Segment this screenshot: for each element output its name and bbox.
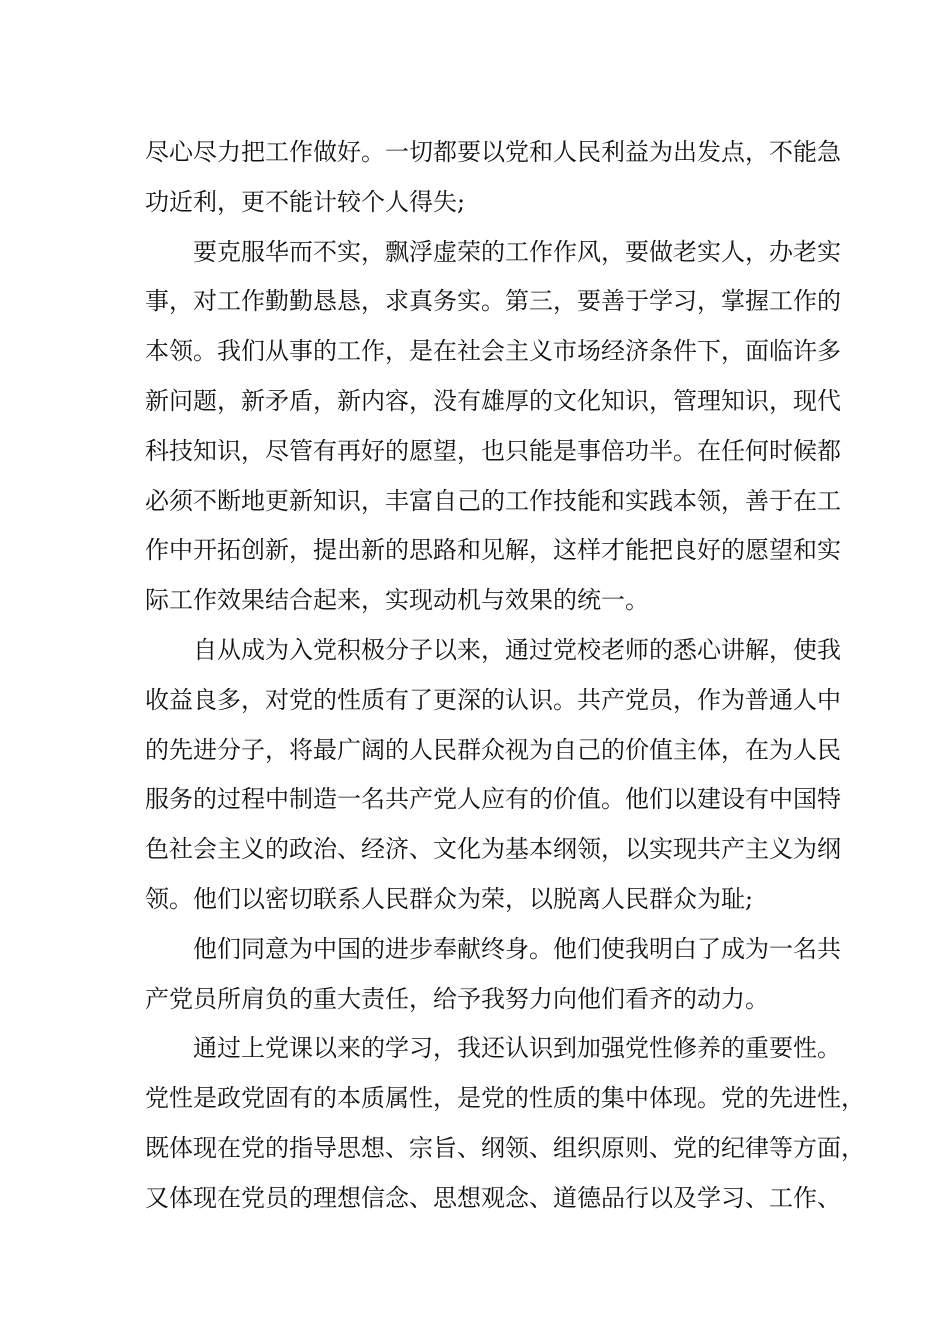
text-line: 作中开拓创新，提出新的思路和见解，这样才能把良好的愿望和实 [145,536,841,565]
text-line: 本领。我们从事的工作，是在社会主义市场经济条件下，面临许多 [145,337,841,366]
text-line: 必须不断地更新知识，丰富自己的工作技能和实践本领，善于在工 [145,486,841,515]
text-line: 又体现在党员的理想信念、思想观念、道德品行以及学习、工作、 [145,1183,841,1212]
text-line: 事，对工作勤勤恳恳，求真务实。第三，要善于学习，掌握工作的 [145,287,841,316]
text-line: 功近利，更不能计较个人得失; [145,187,466,216]
paragraph-first-line: 要克服华而不实，飘浮虚荣的工作作风，要做老实人，办老实 [193,237,841,266]
text-line: 收益良多，对党的性质有了更深的认识。共产党员，作为普通人中 [145,685,841,714]
text-line: 际工作效果结合起来，实现动机与效果的统一。 [145,586,649,615]
paragraph-first-line: 通过上党课以来的学习，我还认识到加强党性修养的重要性。 [193,1034,841,1063]
text-line: 领。他们以密切联系人民群众为荣，以脱离人民群众为耻; [145,884,754,913]
text-line: 既体现在党的指导思想、宗旨、纲领、组织原则、党的纪律等方面， [145,1133,865,1162]
paragraph-first-line: 自从成为入党积极分子以来，通过党校老师的悉心讲解，使我 [193,635,841,664]
text-line: 尽心尽力把工作做好。一切都要以党和人民利益为出发点，不能急 [145,138,841,166]
text-line: 党性是政党固有的本质属性，是党的性质的集中体现。党的先进性， [145,1084,865,1113]
text-line: 色社会主义的政治、经济、文化为基本纲领，以实现共产主义为纲 [145,835,841,864]
text-line: 新问题，新矛盾，新内容，没有雄厚的文化知识，管理知识，现代 [145,386,841,415]
text-line: 服务的过程中制造一名共产党人应有的价值。他们以建设有中国特 [145,785,841,814]
text-line: 的先进分子，将最广阔的人民群众视为自己的价值主体，在为人民 [145,735,841,764]
document-body [145,128,865,1224]
text-line: 科技知识，尽管有再好的愿望，也只能是事倍功半。在任何时候都 [145,436,841,465]
text-line: 产党员所肩负的重大责任，给予我努力向他们看齐的动力。 [145,984,769,1013]
paragraph-first-line: 他们同意为中国的进步奉献终身。他们使我明白了成为一名共 [193,934,841,963]
